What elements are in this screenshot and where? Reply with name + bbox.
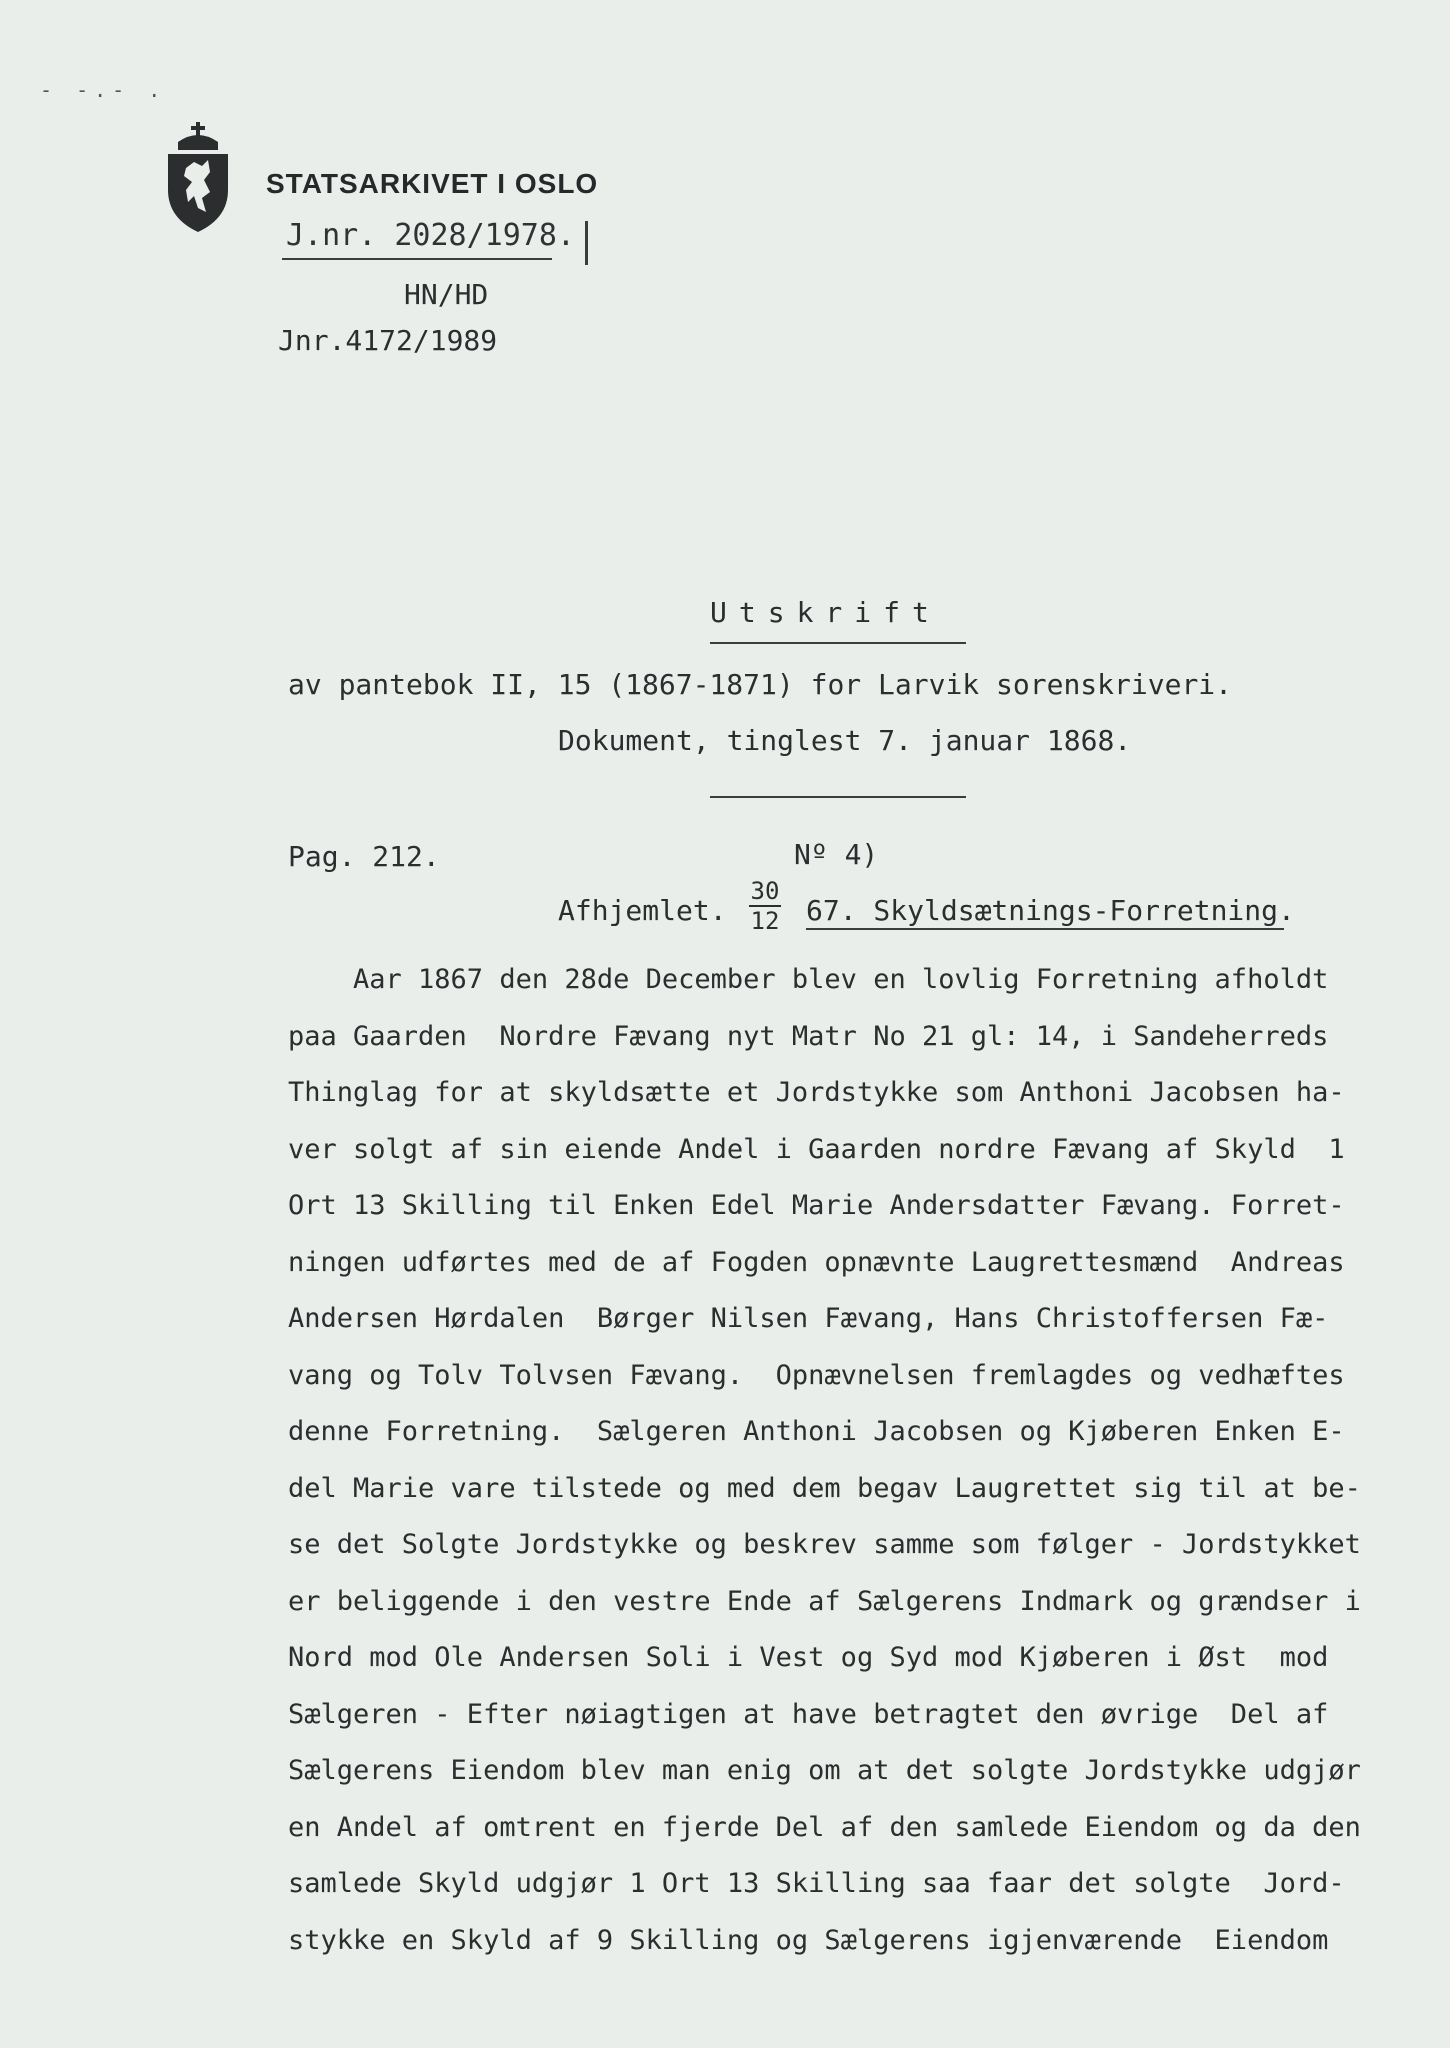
text-line: ningen udførtes med de af Fogden opnævnte Laugrettesmænd Andreas (288, 1246, 1345, 1278)
text-line: Andersen Hørdalen Børger Nilsen Fævang, Hans Christoffersen Fæ- (288, 1303, 1329, 1334)
fraction-top: 30 (750, 877, 780, 905)
title-underline (710, 642, 966, 644)
text-line: vang og Tolv Tolvsen Fævang. Opnævnelsen fremlagdes og vedhæftes (288, 1359, 1345, 1391)
registration-line: Dokument, tinglest 7. januar 1868. (558, 724, 1132, 757)
text-line: denne Forretning. Sælgeren Anthoni Jacobsen og Kjøberen Enken E- (288, 1416, 1345, 1447)
text-line: stykke en Skyld af 9 Skilling og Sælgerens igjenværende Eiendom (288, 1924, 1329, 1956)
page-reference: Pag. 212. (288, 840, 440, 873)
text-line: Nord mod Ole Andersen Soli i Vest og Syd mod Kjøberen i Øst mod (288, 1642, 1329, 1673)
text-line: Sælgerens Eiendom blev man enig om at det solgte Jordstykke udgjør (288, 1755, 1361, 1786)
text-line: er beliggende i den vestre Ende af Sælgerens Indmark og grændser i (288, 1585, 1361, 1617)
heading-underline (806, 928, 1284, 930)
fraction-bottom: 12 (750, 907, 780, 935)
organization-name: STATSARKIVET I OSLO (266, 168, 599, 199)
date-fraction (749, 878, 781, 934)
text-line: se det Solgte Jordstykke og beskrev samme som følger - Jordstykket (288, 1529, 1361, 1560)
handwritten-mark (585, 221, 588, 265)
journal-number-underline (282, 258, 552, 260)
entry-number: Nº 4) (794, 838, 879, 871)
text-line: Sælgeren - Efter nøiagtigen at have betragtet den øvrige Del af (288, 1698, 1329, 1730)
paper-specks: - -.- . (40, 78, 167, 102)
afhjemlet-heading: 67. Skyldsætnings-Forretning. (806, 894, 1295, 927)
text-line: Ort 13 Skilling til Enken Edel Marie Andersdatter Fævang. Forret- (288, 1190, 1345, 1221)
source-line: av pantebok II, 15 (1867-1871) for Larvik sorenskriveri. (288, 668, 1233, 701)
afhjemlet-label: Afhjemlet. (558, 894, 727, 927)
text-line: ver solgt af sin eiende Andel i Gaarden nordre Fævang af Skyld 1 (288, 1133, 1345, 1165)
coat-of-arms-icon (164, 120, 232, 235)
text-line: en Andel af omtrent en fjerde Del af den samlede Eiendom og da den (288, 1811, 1361, 1843)
text-line: paa Gaarden Nordre Fævang nyt Matr No 21 gl: 14, i Sandeherreds (288, 1020, 1329, 1052)
text-line: samlede Skyld udgjør 1 Ort 13 Skilling saa faar det solgte Jord- (288, 1868, 1345, 1899)
text-line: del Marie vare tilstede og med dem begav Laugrettet sig til at be- (288, 1472, 1361, 1504)
text-line: Thinglag for at skyldsætte et Jordstykke som Anthoni Jacobsen ha- (288, 1077, 1345, 1108)
text-line: Aar 1867 den 28de December blev en lovlig Forretning afholdt (288, 964, 1329, 995)
journal-number: J.nr. 2028/1978. (286, 218, 575, 253)
initials: HN/HD (404, 278, 489, 311)
journal-number-2: Jnr.4172/1989 (278, 324, 498, 357)
section-divider (710, 796, 966, 798)
body-text (288, 952, 1408, 1969)
document-title: Utskrift (710, 596, 941, 629)
